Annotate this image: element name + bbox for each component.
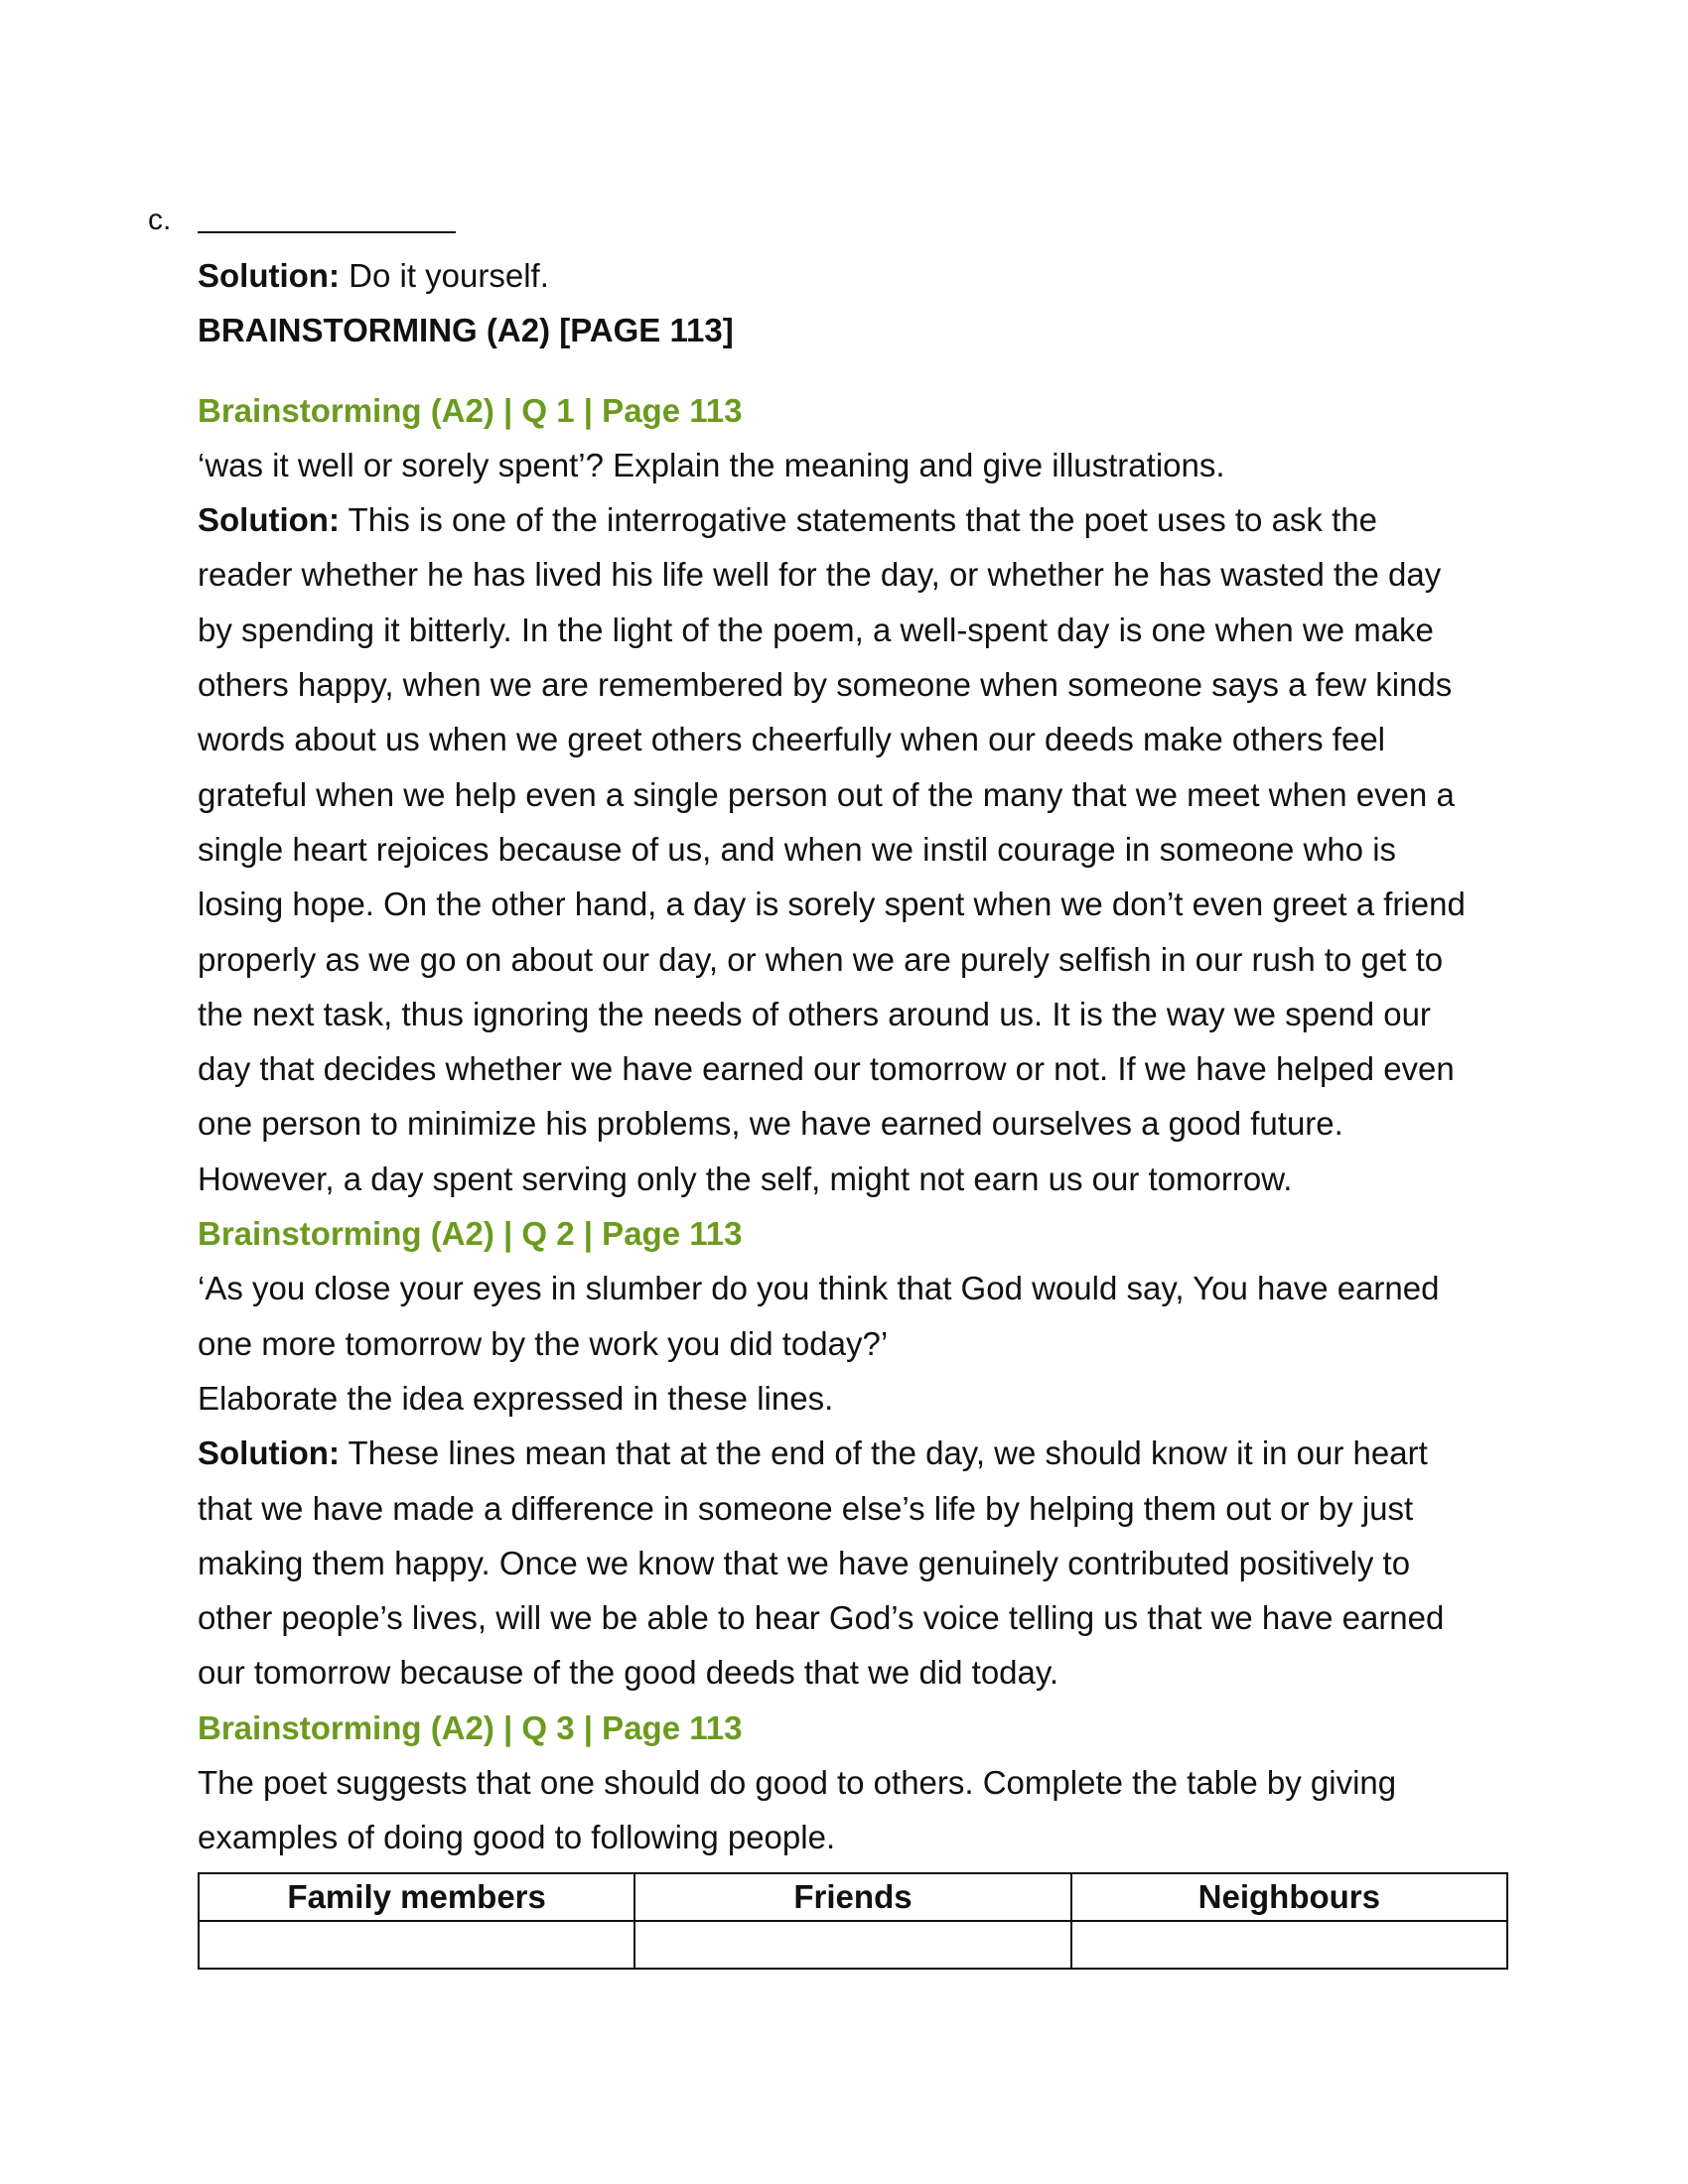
- q1-solution-line: day that decides whether we have earned our tomorrow or not. If we have helped even: [198, 1050, 1455, 1088]
- q1-solution-line: single heart rejoices because of us, and when we instil courage in someone who is: [198, 830, 1397, 868]
- item-label: c.: [148, 204, 172, 236]
- intro-solution: [198, 248, 1518, 303]
- q1-heading: Brainstorming (A2) | Q 1 | Page 113: [198, 391, 743, 429]
- q2-question-line: one more tomorrow by the work you did today?’: [198, 1324, 889, 1362]
- q1-solution-line: one person to minimize his problems, we have earned ourselves a good future.: [198, 1105, 1343, 1143]
- q1-solution-line: others happy, when we are remembered by someone when someone says a few kinds: [198, 666, 1453, 704]
- q1-solution-line: reader whether he has lived his life well for the day, or whether he has wasted the day: [198, 556, 1442, 594]
- q2-solution-line: that we have made a difference in someone else’s life by helping them out or by just: [198, 1489, 1414, 1527]
- document-content: [198, 248, 1518, 1865]
- column-header-family-members: Family members: [199, 1873, 634, 1921]
- column-header-neighbours: Neighbours: [1071, 1873, 1507, 1921]
- answer-blank-line: [198, 231, 456, 233]
- solution-text: This is one of the interrogative statements that the poet uses to ask the: [339, 501, 1377, 539]
- q2-solution-line: [198, 1426, 1518, 1480]
- solution-text: Do it yourself.: [339, 257, 549, 294]
- q1-solution-line: the next task, thus ignoring the needs of others around us. It is the way we spend our: [198, 995, 1431, 1032]
- q1-solution-line: grateful when we help even a single person out of the many that we meet when even a: [198, 775, 1455, 813]
- q1-question: ‘was it well or sorely spent’? Explain the meaning and give illustrations.: [198, 446, 1225, 483]
- q2-question-line: ‘As you close your eyes in slumber do you think that God would say, You have earned: [198, 1270, 1440, 1307]
- q2-solution-line: other people’s lives, will we be able to hear God’s voice telling us that we have earned: [198, 1599, 1445, 1637]
- column-header-friends: Friends: [634, 1873, 1070, 1921]
- table-cell[interactable]: [1071, 1921, 1507, 1969]
- table-row: [199, 1921, 1507, 1969]
- solution-text: These lines mean that at the end of the day, we should know it in our heart: [339, 1434, 1428, 1472]
- table-cell[interactable]: [634, 1921, 1070, 1969]
- q2-solution-line: our tomorrow because of the good deeds that we did today.: [198, 1654, 1059, 1692]
- solution-label: Solution:: [198, 257, 340, 294]
- q1-solution-line: properly as we go on about our day, or when we are purely selfish in our rush to get to: [198, 940, 1444, 978]
- q2-heading: Brainstorming (A2) | Q 2 | Page 113: [198, 1215, 743, 1253]
- q1-solution-line: However, a day spent serving only the self, might not earn us our tomorrow.: [198, 1160, 1293, 1197]
- q3-question-line: examples of doing good to following people.: [198, 1819, 836, 1856]
- table-cell[interactable]: [199, 1921, 634, 1969]
- table-header-row: [199, 1873, 1507, 1921]
- examples-table: [198, 1872, 1508, 1970]
- solution-label: Solution:: [198, 501, 340, 539]
- q2-question-line: Elaborate the idea expressed in these lines.: [198, 1379, 834, 1417]
- solution-label: Solution:: [198, 1434, 340, 1472]
- q1-solution-line: words about us when we greet others cheerfully when our deeds make others feel: [198, 721, 1386, 758]
- q1-solution-line: by spending it bitterly. In the light of the poem, a well-spent day is one when we make: [198, 611, 1434, 648]
- q1-solution-line: [198, 492, 1518, 547]
- q3-heading: Brainstorming (A2) | Q 3 | Page 113: [198, 1708, 743, 1746]
- section-heading: BRAINSTORMING (A2) [PAGE 113]: [198, 312, 734, 349]
- q3-question-line: The poet suggests that one should do good to others. Complete the table by giving: [198, 1764, 1397, 1802]
- q2-solution-line: making them happy. Once we know that we have genuinely contributed positively to: [198, 1544, 1411, 1581]
- q1-solution-line: losing hope. On the other hand, a day is sorely spent when we don’t even greet a friend: [198, 886, 1466, 923]
- spacer: [198, 358, 1518, 383]
